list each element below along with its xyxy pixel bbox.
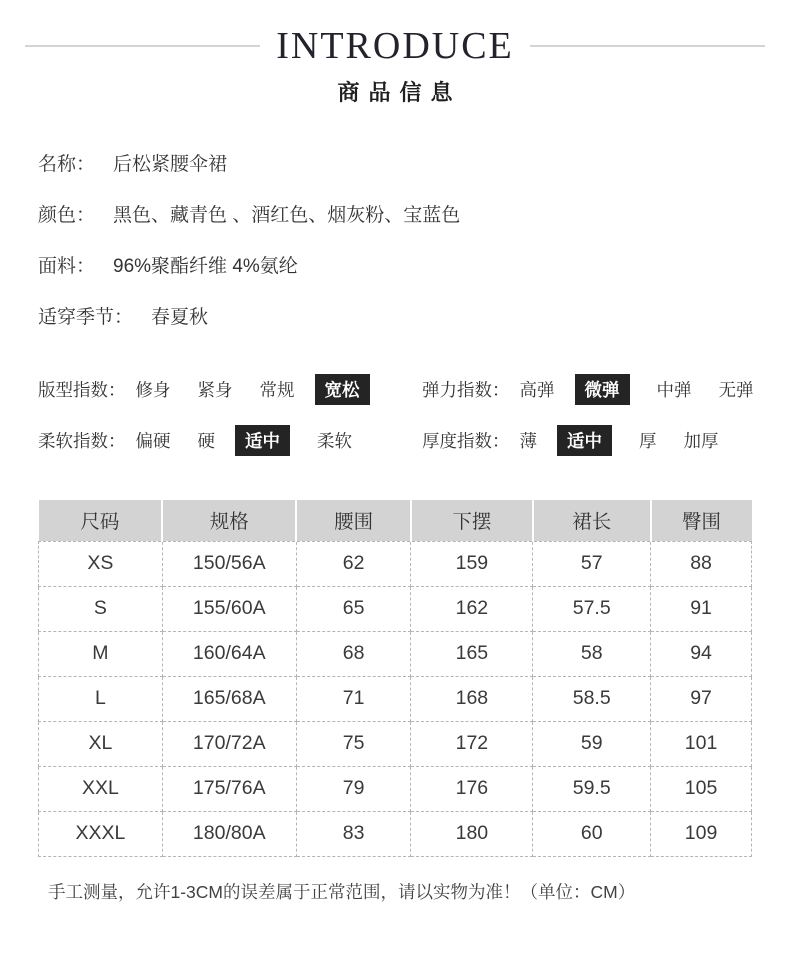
cell-hem: 172	[411, 721, 533, 766]
header-divider-right	[530, 45, 765, 47]
index-line-softness	[38, 426, 422, 454]
index-option-selected: 宽松	[315, 374, 370, 405]
cell-size: XS	[39, 541, 163, 586]
attribute-label: 名称：	[38, 154, 96, 175]
index-option: 常规	[259, 379, 295, 400]
product-info-header	[0, 0, 790, 107]
attribute-row-name	[38, 151, 790, 178]
cell-hip: 97	[651, 676, 752, 721]
header-divider-left	[25, 45, 260, 47]
cell-length: 60	[533, 811, 651, 856]
attribute-value: 后松紧腰伞裙	[113, 154, 228, 175]
index-line-thickness	[422, 426, 790, 454]
header-title-row	[0, 24, 790, 68]
index-label: 弹力指数：	[422, 379, 510, 400]
attribute-value: 春夏秋	[151, 307, 209, 328]
column-header: 裙长	[533, 500, 651, 541]
attribute-label: 适穿季节：	[38, 307, 134, 328]
cell-size: XL	[39, 721, 163, 766]
cell-length: 58	[533, 631, 651, 676]
cell-hip: 94	[651, 631, 752, 676]
index-option-selected: 适中	[235, 425, 290, 456]
attribute-label: 面料：	[38, 256, 96, 277]
cell-length: 57	[533, 541, 651, 586]
index-line-fit	[38, 375, 422, 403]
cell-length: 59.5	[533, 766, 651, 811]
cell-waist: 75	[296, 721, 411, 766]
cell-hip: 101	[651, 721, 752, 766]
size-chart-header	[39, 500, 752, 541]
table-row	[39, 811, 752, 856]
cell-size: XXXL	[39, 811, 163, 856]
index-option: 修身	[135, 379, 171, 400]
cell-hip: 109	[651, 811, 752, 856]
cell-hem: 180	[411, 811, 533, 856]
cell-waist: 71	[296, 676, 411, 721]
cell-spec: 180/80A	[162, 811, 296, 856]
product-attributes	[38, 151, 790, 331]
cell-hip: 91	[651, 586, 752, 631]
index-line-stretch	[422, 375, 790, 403]
cell-length: 58.5	[533, 676, 651, 721]
table-row	[39, 586, 752, 631]
attribute-row-season	[38, 304, 790, 331]
attribute-value: 黑色、藏青色 、酒红色、烟灰粉、宝蓝色	[113, 205, 461, 226]
page-title-en: INTRODUCE	[276, 25, 514, 67]
cell-hem: 176	[411, 766, 533, 811]
index-option: 薄	[519, 430, 537, 451]
size-chart-table	[38, 500, 752, 857]
measurement-disclaimer: 手工测量，允许1-3CM的误差属于正常范围，请以实物为准！（单位：CM）	[48, 881, 636, 902]
cell-waist: 68	[296, 631, 411, 676]
index-option: 紧身	[197, 379, 233, 400]
cell-spec: 170/72A	[162, 721, 296, 766]
cell-waist: 62	[296, 541, 411, 586]
cell-size: M	[39, 631, 163, 676]
index-label: 柔软指数：	[38, 430, 126, 451]
cell-size: XXL	[39, 766, 163, 811]
cell-hem: 168	[411, 676, 533, 721]
cell-waist: 83	[296, 811, 411, 856]
cell-hem: 162	[411, 586, 533, 631]
attribute-row-color	[38, 202, 790, 229]
index-option-selected: 微弹	[575, 374, 630, 405]
index-option-selected: 适中	[557, 425, 612, 456]
cell-spec: 155/60A	[162, 586, 296, 631]
cell-hip: 88	[651, 541, 752, 586]
cell-hem: 165	[411, 631, 533, 676]
table-header-row	[39, 500, 752, 541]
index-option: 中弹	[656, 379, 692, 400]
cell-spec: 165/68A	[162, 676, 296, 721]
column-header: 下摆	[411, 500, 533, 541]
cell-spec: 160/64A	[162, 631, 296, 676]
cell-length: 57.5	[533, 586, 651, 631]
column-header: 规格	[162, 500, 296, 541]
column-header: 腰围	[296, 500, 411, 541]
column-header: 尺码	[39, 500, 163, 541]
cell-waist: 79	[296, 766, 411, 811]
cell-length: 59	[533, 721, 651, 766]
page-title-cn: 商品信息	[337, 80, 462, 105]
index-option: 柔软	[317, 430, 352, 451]
table-row	[39, 721, 752, 766]
table-row	[39, 541, 752, 586]
attribute-value: 96%聚酯纤维 4%氨纶	[113, 256, 298, 277]
product-index-grid	[38, 375, 790, 454]
attribute-row-fabric	[38, 253, 790, 280]
index-option: 加厚	[683, 430, 719, 451]
index-option: 厚	[639, 430, 657, 451]
index-label: 厚度指数：	[422, 430, 510, 451]
size-chart-body	[39, 541, 752, 856]
cell-size: L	[39, 676, 163, 721]
column-header: 臀围	[651, 500, 752, 541]
index-option: 硬	[197, 430, 215, 451]
table-row	[39, 631, 752, 676]
index-option: 无弹	[718, 379, 754, 400]
cell-hem: 159	[411, 541, 533, 586]
attribute-label: 颜色：	[38, 205, 96, 226]
index-option: 高弹	[519, 379, 555, 400]
cell-spec: 175/76A	[162, 766, 296, 811]
table-row	[39, 766, 752, 811]
index-label: 版型指数：	[38, 379, 126, 400]
cell-waist: 65	[296, 586, 411, 631]
cell-spec: 150/56A	[162, 541, 296, 586]
cell-hip: 105	[651, 766, 752, 811]
index-option: 偏硬	[135, 430, 171, 451]
cell-size: S	[39, 586, 163, 631]
table-row	[39, 676, 752, 721]
